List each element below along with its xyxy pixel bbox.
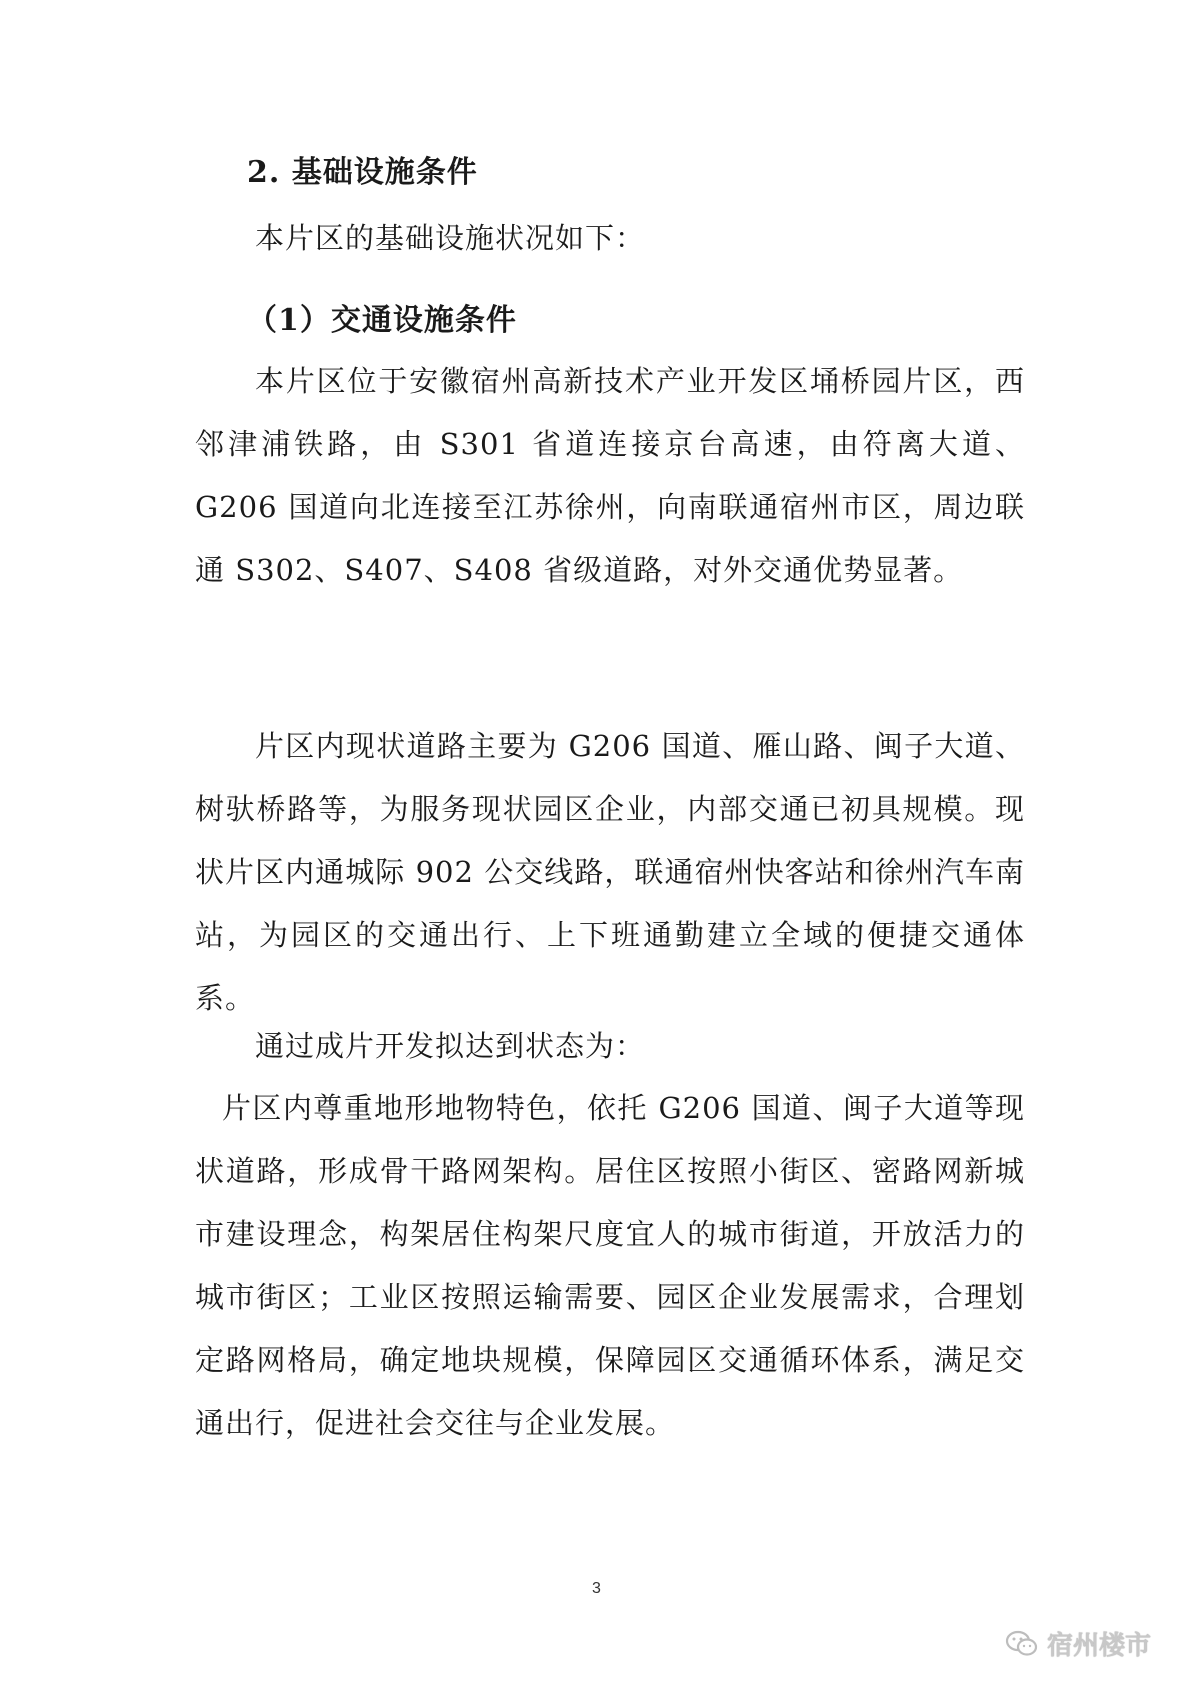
paragraph-location: 本片区位于安徽宿州高新技术产业开发区埇桥园片区，西邻津浦铁路，由 S301 省道连接京台高速，由符离大道、G206 国道向北连接至江苏徐州，向南联通宿州市区，周边联通 S302、S407、S408 省级道路，对外交通优势显著。: [195, 364, 1025, 587]
page-number: 3: [592, 1580, 601, 1597]
watermark-text: 宿州楼市: [1047, 1631, 1152, 1661]
watermark: [1005, 1625, 1151, 1662]
subsection-heading: （1）交通设施条件: [247, 303, 517, 338]
wechat-icon: [1005, 1630, 1039, 1658]
paragraph-target-intro: 通过成片开发拟达到状态为：: [255, 1029, 646, 1063]
section-heading: 2. 基础设施条件: [247, 155, 478, 190]
paragraph-existing-roads: 片区内现状道路主要为 G206 国道、雁山路、闽子大道、树驮桥路等，为服务现状园区企业，内部交通已初具规模。现状片区内通城际 902 公交线路，联通宿州快客站和徐州汽车南站，为园区的交通出行、上下班通勤建立全域的便捷交通体系。: [195, 729, 1025, 1015]
intro-paragraph: 本片区的基础设施状况如下：: [255, 221, 646, 255]
paragraph-target-state: 片区内尊重地形地物特色，依托 G206 国道、闽子大道等现状道路，形成骨干路网架构。居住区按照小街区、密路网新城市建设理念，构架居住构架尺度宜人的城市街道，开放活力的城市街区；工业区按照运输需要、园区企业发展需求，合理划定路网格局，确定地块规模，保障园区交通循环体系，满足交通出行，促进社会交往与企业发展。: [195, 1091, 1025, 1440]
